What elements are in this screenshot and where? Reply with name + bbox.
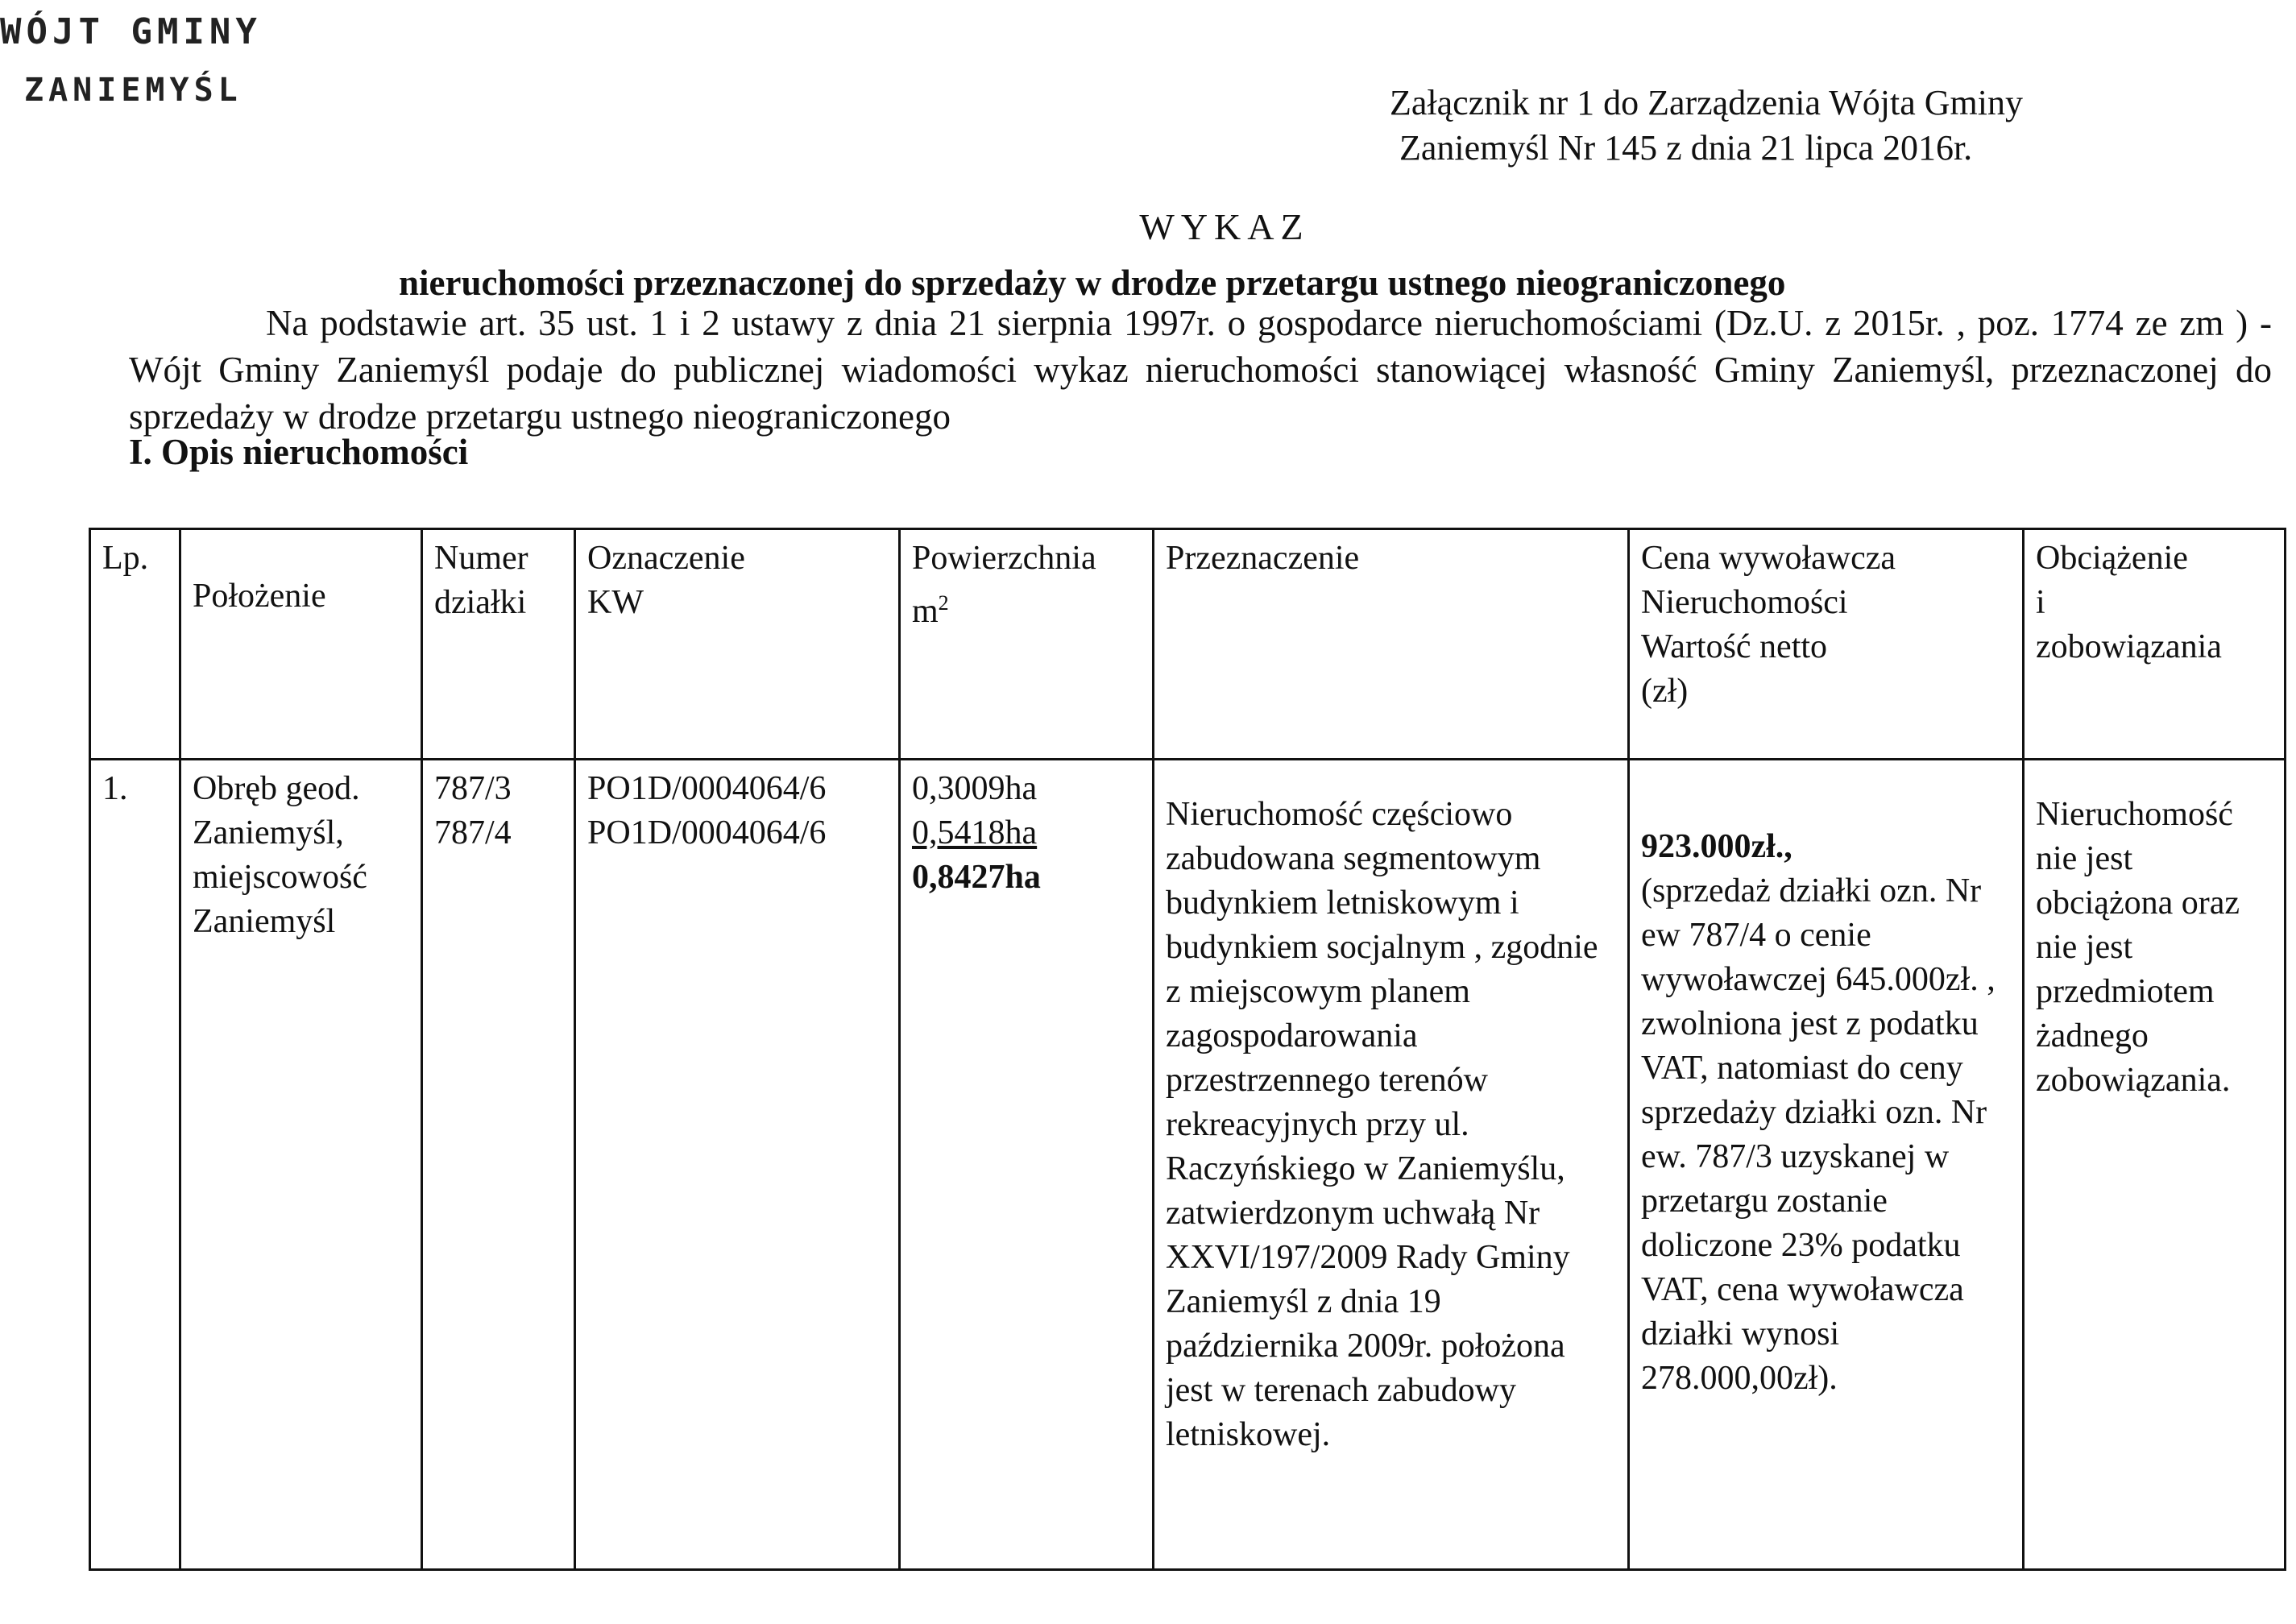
land-register-number: PO1D/0004064/6 <box>587 770 827 807</box>
table-row <box>90 760 2286 1570</box>
cell-area <box>900 760 1154 1570</box>
document-title: WYKAZ <box>1139 206 1310 247</box>
starting-price: 923.000zł., <box>1641 828 1792 865</box>
header-land-register: Oznaczenie KW <box>575 529 900 760</box>
total-area: 0,8427ha <box>912 859 1041 896</box>
intro-paragraph <box>129 300 2272 440</box>
land-register-number: PO1D/0004064/6 <box>587 814 827 851</box>
table-header-row <box>90 529 2286 760</box>
plot-area: 0,5418ha <box>912 814 1038 851</box>
stamp-line-2: ZANIEMYŚL <box>24 72 242 109</box>
header-area: Powierzchnia $m^2$ <box>900 529 1154 760</box>
cell-encumbrance: Nieruchomość nie jest obciążona oraz nie jest przedmiotem żadnego zobowiązania. <box>2024 760 2286 1570</box>
header-lp: Lp. <box>90 529 180 760</box>
plot-area: 0,3009ha <box>912 770 1038 807</box>
annex-line-2: Zaniemyśl Nr 145 z dnia 21 lipca 2016r. <box>1399 128 1973 168</box>
annex-reference <box>1390 81 2195 171</box>
cell-location: Obręb geod. Zaniemyśl, miejscowość Zaniemyśl <box>180 760 422 1570</box>
header-plot-number: Numer działki <box>422 529 575 760</box>
intro-text: Na podstawie art. 35 ust. 1 i 2 ustawy z dnia 21 sierpnia 1997r. o gospodarce nieruchomościami (Dz.U. z 2015r. , poz. 1774 ze zm ) - Wójt Gminy Zaniemyśl podaje do publicznej wiadomości wykaz nieruchomości stanowiącej własność Gminy Zaniemyśl, przeznaczonej do sprzedaży w drodze przetargu ustnego nieograniczonego <box>129 303 2272 437</box>
property-table <box>89 528 2286 1571</box>
header-encumbrance: Obciążenie i zobowiązania <box>2024 529 2286 760</box>
plot-number: 787/3 <box>434 770 512 807</box>
document-subtitle: nieruchomości przeznaczonej do sprzedaży w drodze przetargu ustnego nieograniczonego <box>399 263 1786 303</box>
stamp-line-1: WÓJT GMINY <box>0 11 262 52</box>
header-purpose: Przeznaczenie <box>1154 529 1629 760</box>
cell-purpose: Nieruchomość częściowo zabudowana segmentowym budynkiem letniskowym i budynkiem socjalnym , zgodnie z miejscowym planem zagospodarowania przestrzennego terenów rekreacyjnych przy ul. Raczyńskiego w Zaniemyślu, zatwierdzonym uchwałą Nr XXVI/197/2009 Rady Gminy Zaniemyśl z dnia 19 października 2009r. położona jest w terenach zabudowy letniskowej. <box>1154 760 1629 1570</box>
section-title: I. Opis nieruchomości <box>129 432 469 472</box>
price-note: (sprzedaż działki ozn. Nr ew 787/4 o cenie wywoławczej 645.000zł. , zwolniona jest z podatku VAT, natomiast do ceny sprzedaży działki ozn. Nr ew. 787/3 uzyskanej w przetargu zostanie doliczone 23% podatku VAT, cena wywoławcza działki wynosi 278.000,00zł). <box>1641 872 1996 1397</box>
cell-plot-numbers <box>422 760 575 1570</box>
cell-price <box>1629 760 2024 1570</box>
plot-number: 787/4 <box>434 814 512 851</box>
cell-land-register <box>575 760 900 1570</box>
header-location: Położenie <box>180 529 422 760</box>
header-price: Cena wywoławcza Nieruchomości Wartość netto (zł) <box>1629 529 2024 760</box>
annex-line-1: Załącznik nr 1 do Zarządzenia Wójta Gminy <box>1390 83 2023 122</box>
cell-lp: 1. <box>90 760 180 1570</box>
